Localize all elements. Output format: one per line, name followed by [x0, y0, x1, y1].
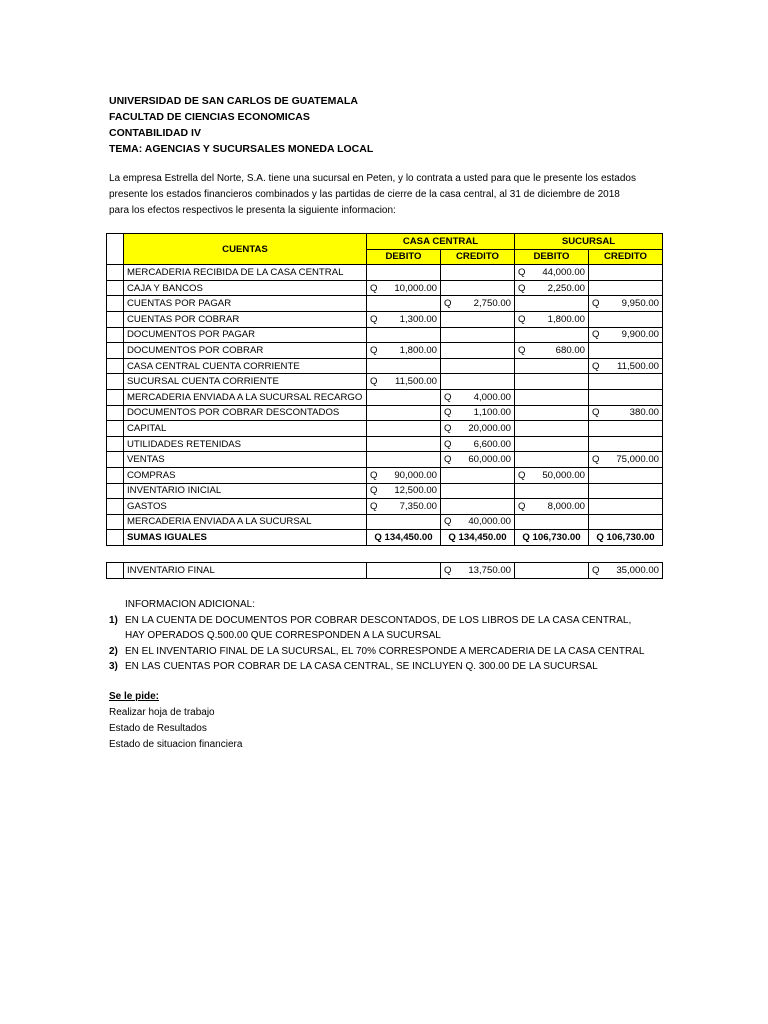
row-index: [107, 421, 124, 437]
casa-debito-cell: [367, 296, 441, 312]
currency-symbol: Q: [592, 564, 600, 576]
row-index: [107, 311, 124, 327]
amount: 1,800.00: [399, 344, 437, 356]
account-name: MERCADERIA ENVIADA A LA SUCURSAL RECARGO: [124, 389, 367, 405]
row-index: [107, 436, 124, 452]
table-row: [107, 374, 663, 390]
amount: 20,000.00: [468, 422, 511, 434]
row-index: [107, 327, 124, 343]
amount: 10,000.00: [394, 282, 437, 294]
amount: 75,000.00: [616, 454, 659, 466]
sucursal-credito-cell: [589, 405, 663, 421]
casa-credito-cell: [441, 265, 515, 281]
currency-symbol: Q: [518, 313, 526, 325]
casa-debito-cell: [367, 358, 441, 374]
amount: 11,500.00: [617, 360, 659, 372]
account-name: INVENTARIO INICIAL: [124, 483, 367, 499]
casa-credito-cell: [441, 514, 515, 530]
course-name: CONTABILIDAD IV: [109, 127, 201, 139]
requirement-item: Realizar hoja de trabajo: [109, 707, 215, 718]
currency-symbol: Q: [444, 391, 452, 403]
account-name: DOCUMENTOS POR COBRAR: [124, 343, 367, 359]
sucursal-debito-cell: [515, 452, 589, 468]
currency-symbol: Q: [444, 516, 452, 528]
intro-paragraph: [109, 171, 636, 219]
casa-credito-cell: [441, 296, 515, 312]
casa-debito-cell: [367, 514, 441, 530]
row-index: [107, 483, 124, 499]
amount: 4,000.00: [473, 391, 511, 403]
additional-info: [109, 597, 644, 675]
row-index: [107, 265, 124, 281]
sucursal-credito-cell: [589, 358, 663, 374]
row-index: [107, 358, 124, 374]
requirement-item: Estado de Resultados: [109, 723, 207, 734]
item-number: 3): [109, 661, 118, 673]
row-index: [107, 280, 124, 296]
row-index: [107, 563, 124, 579]
amount: 680.00: [555, 344, 585, 356]
sucursal-debito-cell: [515, 436, 589, 452]
additional-info-item: [109, 644, 644, 660]
amount: 2,750.00: [473, 298, 511, 310]
topic-title: TEMA: AGENCIAS Y SUCURSALES MONEDA LOCAL: [109, 143, 374, 155]
currency-symbol: Q: [592, 329, 600, 341]
casa-credito-cell: [441, 358, 515, 374]
university-name: UNIVERSIDAD DE SAN CARLOS DE GUATEMALA: [109, 95, 358, 107]
amount: 60,000.00: [468, 454, 511, 466]
sucursal-credito-cell: [589, 280, 663, 296]
casa-debito-cell: [367, 265, 441, 281]
currency-symbol: Q: [370, 282, 378, 294]
additional-info-item: [109, 628, 644, 644]
currency-symbol: Q: [444, 298, 452, 310]
account-name: CAJA Y BANCOS: [124, 280, 367, 296]
casa-credito-cell: [441, 327, 515, 343]
currency-symbol: Q: [444, 422, 452, 434]
table-row: [107, 483, 663, 499]
sucursal-credito-cell: [589, 311, 663, 327]
sucursal-credito-cell: [589, 265, 663, 281]
table-row: [107, 499, 663, 515]
casa-credito-cell: [441, 311, 515, 327]
casa-debito-cell: [367, 467, 441, 483]
currency-symbol: Q: [518, 344, 526, 356]
casa-debito-cell: [367, 327, 441, 343]
currency-symbol: Q: [444, 407, 452, 419]
casa-credito-cell: [441, 483, 515, 499]
total-casa-credito-cell: Q 134,450.00: [441, 530, 515, 546]
intro-line: La empresa Estrella del Norte, S.A. tiene una sucursal en Peten, y lo contrata a usted para que le presente los estados: [109, 173, 636, 184]
currency-symbol: Q: [370, 376, 378, 388]
sucursal-debito-cell: [515, 467, 589, 483]
additional-info-item: [109, 659, 644, 675]
account-name: CAPITAL: [124, 421, 367, 437]
faculty-name: FACULTAD DE CIENCIAS ECONOMICAS: [109, 111, 310, 123]
item-text: HAY OPERADOS Q.500.00 QUE CORRESPONDEN A LA SUCURSAL: [125, 630, 441, 642]
account-name: SUCURSAL CUENTA CORRIENTE: [124, 374, 367, 390]
sucursal-credito-cell: [589, 374, 663, 390]
casa-credito-cell: [441, 280, 515, 296]
amount: 44,000.00: [542, 266, 585, 278]
row-index: [107, 530, 124, 546]
total-sucursal-debito-cell: Q 106,730.00: [515, 530, 589, 546]
sucursal-debito-cell: [515, 280, 589, 296]
item-text: EN LAS CUENTAS POR COBRAR DE LA CASA CENTRAL, SE INCLUYEN Q. 300.00 DE LA SUCURSAL: [125, 661, 598, 673]
table-row: [107, 421, 663, 437]
sucursal-debito-cell: [515, 421, 589, 437]
additional-info-item: [109, 613, 644, 629]
casa-central-header: CASA CENTRAL: [367, 234, 515, 250]
account-name: MERCADERIA ENVIADA A LA SUCURSAL: [124, 514, 367, 530]
sucursal-credito-cell: [589, 499, 663, 515]
currency-symbol: Q: [444, 438, 452, 450]
casa-debito-cell: [367, 452, 441, 468]
currency-symbol: Q: [518, 266, 526, 278]
item-text: EN LA CUENTA DE DOCUMENTOS POR COBRAR DESCONTADOS, DE LOS LIBROS DE LA CASA CENTRAL,: [125, 614, 632, 626]
sucursal-credito-cell: [589, 452, 663, 468]
sucursal-credito-cell: [589, 483, 663, 499]
row-index: [107, 514, 124, 530]
casa-debito-cell: [367, 405, 441, 421]
casa-debito-cell: [367, 280, 441, 296]
account-name: DOCUMENTOS POR PAGAR: [124, 327, 367, 343]
account-name: DOCUMENTOS POR COBRAR DESCONTADOS: [124, 405, 367, 421]
totals-label: SUMAS IGUALES: [124, 530, 367, 546]
casa-debito-header: DEBITO: [367, 249, 441, 265]
table-row: [107, 296, 663, 312]
table-row: [107, 343, 663, 359]
casa-debito-cell: [367, 483, 441, 499]
casa-credito-cell: [441, 421, 515, 437]
amount: 2,250.00: [547, 282, 585, 294]
amount: 7,350.00: [399, 500, 437, 512]
final-inventory-table: [106, 562, 663, 579]
row-index: [107, 467, 124, 483]
total-sucursal-credito-cell: Q 106,730.00: [589, 530, 663, 546]
sucursal-debito-cell: [515, 563, 589, 579]
sucursal-credito-header: CREDITO: [589, 249, 663, 265]
table-row: [107, 436, 663, 452]
sucursal-debito-cell: [515, 265, 589, 281]
currency-symbol: Q: [592, 360, 600, 372]
amount: 50,000.00: [542, 469, 585, 481]
sucursal-credito-cell: [589, 514, 663, 530]
row-index: [107, 296, 124, 312]
table-row: [107, 280, 663, 296]
sucursal-debito-cell: [515, 327, 589, 343]
final-inventory-row: [107, 563, 663, 579]
casa-credito-cell: [441, 452, 515, 468]
casa-credito-cell: [441, 563, 515, 579]
amount: 35,000.00: [616, 564, 659, 576]
casa-credito-cell: [441, 499, 515, 515]
requirement-item: Estado de situacion financiera: [109, 739, 243, 750]
amount: 1,100.00: [473, 407, 511, 419]
account-name: MERCADERIA RECIBIDA DE LA CASA CENTRAL: [124, 265, 367, 281]
sucursal-debito-cell: [515, 514, 589, 530]
amount: 40,000.00: [468, 516, 511, 528]
casa-credito-cell: [441, 467, 515, 483]
sucursal-debito-cell: [515, 499, 589, 515]
currency-symbol: Q: [370, 313, 378, 325]
casa-debito-cell: [367, 343, 441, 359]
account-name: CUENTAS POR COBRAR: [124, 311, 367, 327]
casa-debito-cell: [367, 563, 441, 579]
currency-symbol: Q: [370, 500, 378, 512]
currency-symbol: Q: [370, 344, 378, 356]
sucursal-credito-cell: [589, 436, 663, 452]
table-row: [107, 327, 663, 343]
currency-symbol: Q: [444, 564, 452, 576]
sucursal-debito-cell: [515, 374, 589, 390]
requirements-section: [109, 689, 242, 753]
amount: 13,750.00: [468, 564, 511, 576]
sucursal-credito-cell: [589, 421, 663, 437]
casa-debito-cell: [367, 374, 441, 390]
sucursal-debito-cell: [515, 311, 589, 327]
casa-credito-cell: [441, 374, 515, 390]
sucursal-credito-cell: [589, 296, 663, 312]
amount: 1,800.00: [547, 313, 585, 325]
item-number: 2): [109, 645, 118, 657]
accounts-table: [106, 233, 663, 546]
account-name: INVENTARIO FINAL: [124, 563, 367, 579]
amount: 1,300.00: [399, 313, 437, 325]
amount: 12,500.00: [394, 485, 437, 497]
casa-debito-cell: [367, 436, 441, 452]
sucursal-debito-cell: [515, 483, 589, 499]
account-name: VENTAS: [124, 452, 367, 468]
casa-credito-cell: [441, 389, 515, 405]
item-number: 1): [109, 614, 118, 626]
currency-symbol: Q: [518, 469, 526, 481]
sucursal-credito-cell: [589, 467, 663, 483]
sucursal-credito-cell: [589, 343, 663, 359]
row-index: [107, 499, 124, 515]
currency-symbol: Q: [518, 500, 526, 512]
currency-symbol: Q: [370, 469, 378, 481]
table-row: [107, 405, 663, 421]
additional-info-title: INFORMACION ADICIONAL:: [125, 599, 256, 610]
amount: 8,000.00: [547, 500, 585, 512]
intro-line: presente los estados financieros combinados y las partidas de cierre de la casa central, al 31 de diciembre de 2018: [109, 189, 620, 200]
sucursal-debito-cell: [515, 296, 589, 312]
sucursal-debito-cell: [515, 358, 589, 374]
sucursal-debito-cell: [515, 405, 589, 421]
sucursal-credito-cell: [589, 327, 663, 343]
casa-credito-cell: [441, 405, 515, 421]
account-name: COMPRAS: [124, 467, 367, 483]
currency-symbol: Q: [370, 485, 378, 497]
currency-symbol: Q: [444, 454, 452, 466]
amount: 380.00: [629, 407, 659, 419]
row-index: [107, 405, 124, 421]
table-row: [107, 311, 663, 327]
amount: 9,900.00: [621, 329, 659, 341]
currency-symbol: Q: [592, 454, 600, 466]
sucursal-debito-header: DEBITO: [515, 249, 589, 265]
currency-symbol: Q: [592, 407, 600, 419]
amount: 11,500.00: [395, 376, 437, 388]
row-index: [107, 389, 124, 405]
account-name: UTILIDADES RETENIDAS: [124, 436, 367, 452]
currency-symbol: Q: [592, 298, 600, 310]
currency-symbol: Q: [518, 282, 526, 294]
sucursal-credito-cell: [589, 389, 663, 405]
casa-credito-cell: [441, 343, 515, 359]
account-name: CASA CENTRAL CUENTA CORRIENTE: [124, 358, 367, 374]
totals-row: [107, 530, 663, 546]
index-header: [107, 234, 124, 265]
account-name: GASTOS: [124, 499, 367, 515]
amount: 6,600.00: [473, 438, 511, 450]
account-name: CUENTAS POR PAGAR: [124, 296, 367, 312]
table-row: [107, 389, 663, 405]
amount: 9,950.00: [621, 298, 659, 310]
intro-line: para los efectos respectivos le presenta la siguiente informacion:: [109, 205, 396, 216]
item-text: EN EL INVENTARIO FINAL DE LA SUCURSAL, EL 70% CORRESPONDE A MERCADERIA DE LA CASA CENTRAL: [125, 645, 645, 657]
casa-debito-cell: [367, 311, 441, 327]
table-row: [107, 452, 663, 468]
table-row: [107, 358, 663, 374]
row-index: [107, 452, 124, 468]
requirements-title: Se le pide:: [109, 691, 160, 702]
row-index: [107, 374, 124, 390]
document-header: [109, 93, 373, 157]
casa-debito-cell: [367, 421, 441, 437]
sucursal-debito-cell: [515, 343, 589, 359]
casa-debito-cell: [367, 499, 441, 515]
table-row: [107, 514, 663, 530]
sucursal-credito-cell: [589, 563, 663, 579]
casa-debito-cell: [367, 389, 441, 405]
sucursal-debito-cell: [515, 389, 589, 405]
casa-credito-header: CREDITO: [441, 249, 515, 265]
table-row: [107, 467, 663, 483]
row-index: [107, 343, 124, 359]
total-casa-debito-cell: Q 134,450.00: [367, 530, 441, 546]
table-row: [107, 265, 663, 281]
casa-credito-cell: [441, 436, 515, 452]
amount: 90,000.00: [394, 469, 437, 481]
cuentas-header: CUENTAS: [124, 234, 367, 265]
sucursal-header: SUCURSAL: [515, 234, 663, 250]
